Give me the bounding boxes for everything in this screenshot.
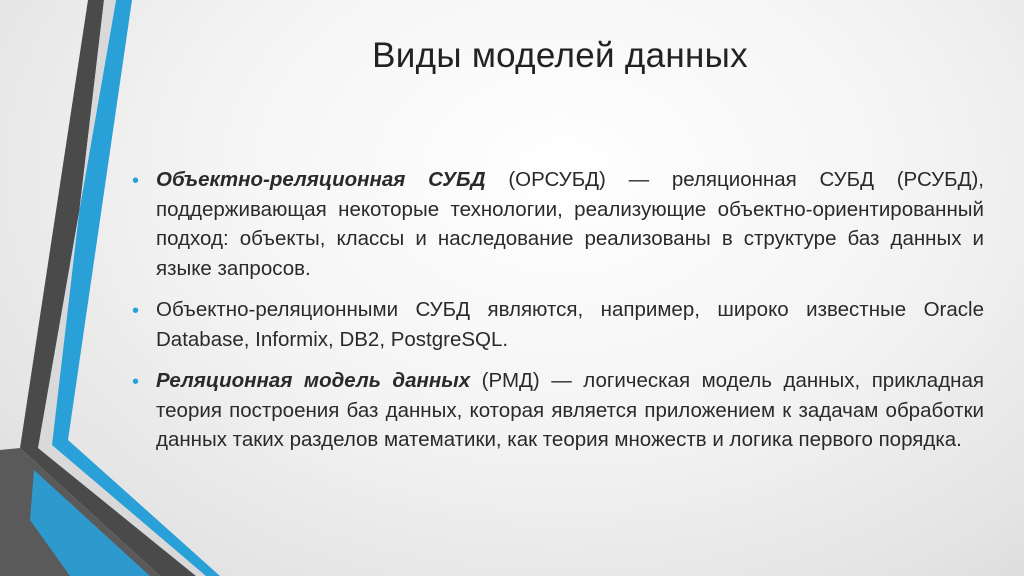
bullet-item-examples <box>132 295 984 354</box>
bullet-item-orsubd <box>132 165 984 283</box>
bullet-text: Объектно-реляционными СУБД являются, например, широко известные Oracle Database, Informix, DB2, PostgreSQL. <box>156 298 984 351</box>
bullet-item-rmd <box>132 366 984 455</box>
slide-title: Виды моделей данных <box>372 36 748 75</box>
bullet-marker: • <box>132 300 140 322</box>
bullet-marker: • <box>132 371 140 393</box>
bullet-term: Объектно-реляционная СУБД <box>156 168 486 191</box>
bullet-marker: • <box>132 170 140 192</box>
bullet-text: (РМД) — логическая модель данных, прикладная теория построения баз данных, которая является приложением к задачам обработки данных таких разделов математики, как теория множеств и логика первого порядка. <box>156 369 984 451</box>
bullet-text: (ОРСУБД) — реляционная СУБД (РСУБД), поддерживающая некоторые технологии, реализующие объектно-ориентированный подход: объекты, классы и наследование реализованы в структуре баз данных и языке запросов. <box>156 168 984 280</box>
bullet-term: Реляционная модель данных <box>156 369 471 392</box>
bullet-list <box>132 165 984 467</box>
